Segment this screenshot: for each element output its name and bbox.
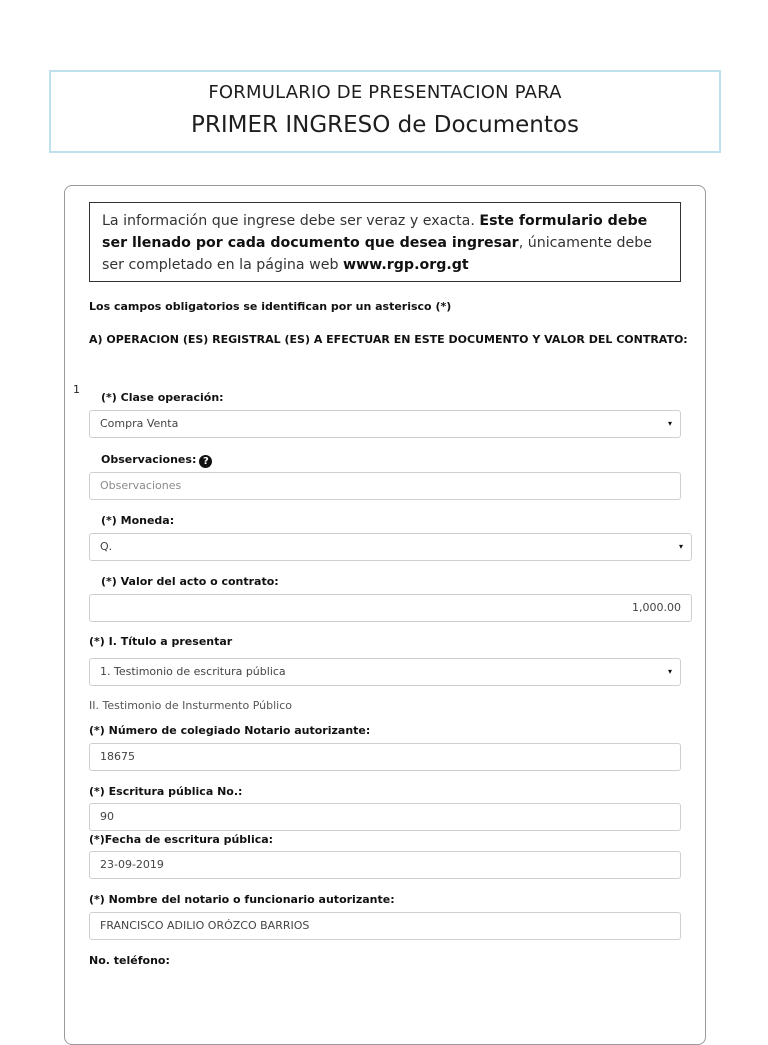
observaciones-label: Observaciones: (101, 453, 197, 466)
notice-text-2: , únicamente debe ser completado en la página web (102, 235, 652, 273)
form-header (49, 70, 721, 153)
moneda-value: Q. (100, 540, 113, 553)
required-note: Los campos obligatorios se identifican por un asterisco (*) (89, 300, 452, 313)
notice-text-1: La información que ingrese debe ser veraz y exacta. (102, 213, 480, 229)
chevron-down-icon: ▾ (678, 542, 683, 551)
chevron-down-icon: ▾ (667, 667, 672, 676)
valor-input[interactable]: 1,000.00 (89, 594, 692, 622)
titulo-select[interactable] (89, 658, 681, 686)
help-icon[interactable]: ? (199, 455, 212, 468)
escritura-label: (*) Escritura pública No.: (89, 785, 243, 798)
clase-operacion-value: Compra Venta (100, 417, 179, 430)
header-subtitle: FORMULARIO DE PRESENTACION PARA (208, 82, 562, 103)
moneda-label: (*) Moneda: (101, 514, 175, 527)
notice-bold-1: Este formulario debe ser llenado por cada documento que desea ingresar (102, 213, 648, 251)
chevron-down-icon: ▾ (667, 419, 672, 428)
notice-box (89, 202, 681, 282)
section-a-title: A) OPERACION (ES) REGISTRAL (ES) A EFECTUAR EN ESTE DOCUMENTO Y VALOR DEL CONTRATO: (89, 333, 688, 346)
observaciones-input[interactable]: Observaciones (89, 472, 681, 500)
fecha-input[interactable]: 23-09-2019 (89, 851, 681, 879)
valor-label: (*) Valor del acto o contrato: (101, 575, 279, 588)
fecha-label: (*)Fecha de escritura pública: (89, 833, 274, 846)
notice-website: www.rgp.org.gt (342, 257, 469, 273)
notario-label: (*) Nombre del notario o funcionario autorizante: (89, 893, 395, 906)
clase-operacion-label: (*) Clase operación: (101, 391, 224, 404)
notario-input[interactable]: FRANCISCO ADILIO ORÓZCO BARRIOS (89, 912, 681, 940)
titulo-value: 1. Testimonio de escritura pública (100, 665, 286, 678)
section-ii-title: II. Testimonio de Insturmento Público (89, 699, 292, 712)
colegiado-label: (*) Número de colegiado Notario autorizante: (89, 724, 371, 737)
colegiado-input[interactable]: 18675 (89, 743, 681, 771)
telefono-label: No. teléfono: (89, 954, 170, 967)
observaciones-label-row (101, 453, 212, 468)
clase-operacion-select[interactable] (89, 410, 681, 438)
header-title: PRIMER INGRESO de Documentos (191, 112, 579, 138)
titulo-label: (*) I. Título a presentar (89, 635, 233, 648)
row-number: 1 (73, 383, 80, 396)
moneda-select[interactable] (89, 533, 692, 561)
escritura-input[interactable]: 90 (89, 803, 681, 831)
